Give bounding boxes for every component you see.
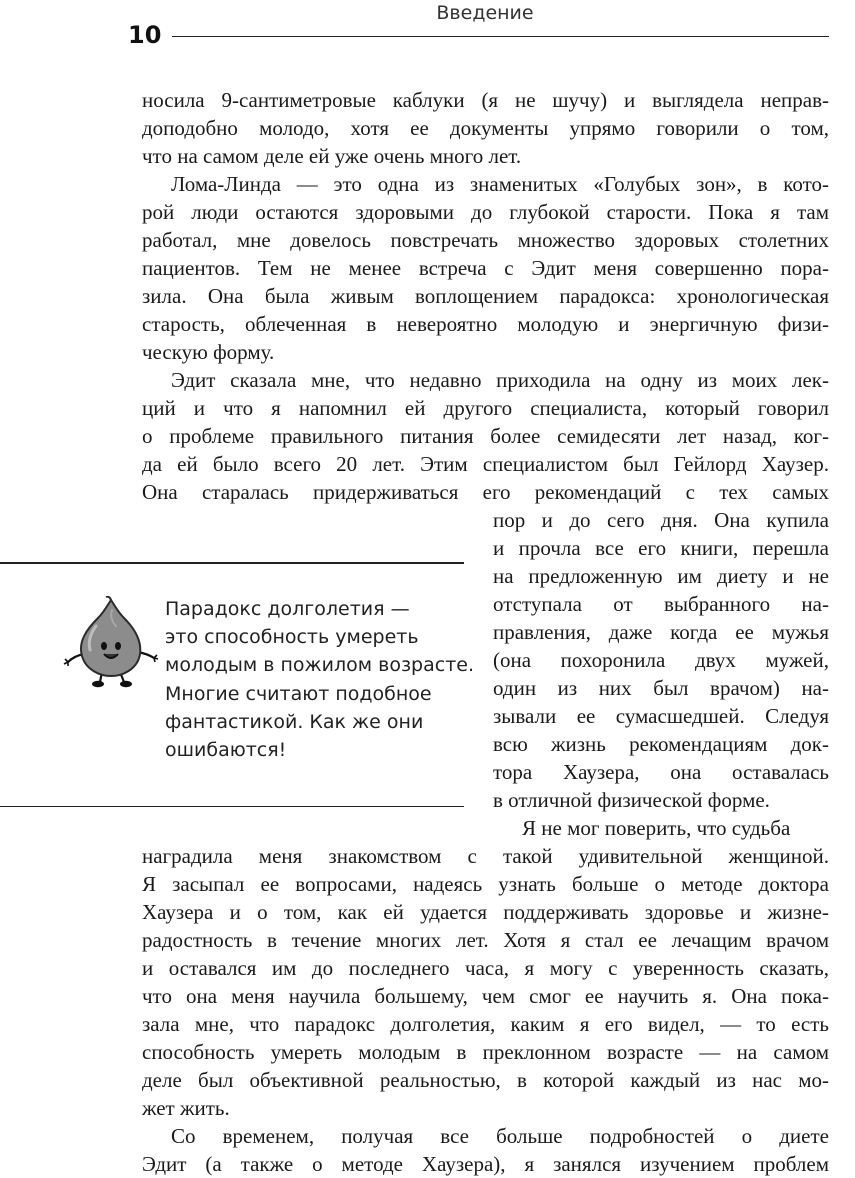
text-line: о проблеме правильного питания более семидесяти лет назад, ког- [142, 424, 829, 448]
text-line: доподобно молодо, хотя ее документы упрямо говорили о том, [142, 116, 829, 140]
text-line: на предложенную им диету и не [493, 564, 829, 588]
text-line: тора Хаузера, она оставалась [493, 760, 829, 784]
text-line: пор и до сего дня. Она купила [493, 508, 829, 532]
sidebar-bottom-rule [0, 806, 464, 807]
text-line: ческую форму. [142, 340, 275, 364]
text-line: всю жизнь рекомендациям док- [493, 732, 829, 756]
running-header-title: Введение [436, 2, 534, 24]
text-line: старость, облеченная в невероятно молодую и энергичную физи- [142, 312, 829, 336]
callout-line: молодым в пожилом возрасте. [165, 654, 475, 677]
text-line: зывали ее сумасшедшей. Следуя [493, 704, 829, 728]
text-line: пациентов. Тем не менее встреча с Эдит меня совершенно пора- [142, 256, 829, 280]
callout-line: фантастикой. Как же они [165, 710, 424, 733]
callout-line: это способность умереть [165, 626, 419, 649]
header-rule [172, 36, 829, 37]
text-line: отступала от выбранного на- [493, 592, 829, 616]
text-line: радостность в течение многих лет. Хотя я стал ее лечащим врачом [142, 928, 829, 952]
text-line: способность умереть молодым в преклонном возрасте — на самом [142, 1040, 829, 1064]
text-line: Лома-Линда — это одна из знаменитых «Голубых зон», в кото- [171, 172, 829, 196]
text-line: (она похоронила двух мужей, [493, 648, 829, 672]
text-line: Эдит сказала мне, что недавно приходила на одну из моих лек- [171, 368, 829, 392]
text-line: рой люди остаются здоровыми до глубокой старости. Пока я там [142, 200, 829, 224]
text-line: работал, мне довелось повстречать множество здоровых столетних [142, 228, 829, 252]
text-line: носила 9-сантиметровые каблуки (я не шучу) и выглядела неправ- [142, 88, 829, 112]
callout-line: ошибаются! [165, 739, 287, 762]
callout-line: Парадокс долголетия — [165, 598, 410, 620]
text-line: Я не мог поверить, что судьба [522, 816, 791, 840]
text-line: Я засыпал ее вопросами, надеясь узнать больше о методе доктора [142, 872, 829, 896]
sidebar-callout-text [165, 595, 475, 764]
text-line: да ей было всего 20 лет. Этим специалистом был Гейлорд Хаузер. [142, 452, 829, 476]
text-line: деле был объективной реальностью, в которой каждый из нас мо- [142, 1068, 829, 1092]
text-line: Хаузера и о том, как ей удается поддерживать здоровье и жизне- [142, 900, 829, 924]
text-line: правления, даже когда ее мужья [493, 620, 829, 644]
text-line: зала мне, что парадокс долголетия, каким я его видел, — то есть [142, 1012, 829, 1036]
text-line: жет жить. [142, 1096, 230, 1120]
text-line: Она старалась придерживаться его рекомендаций с тех самых [142, 480, 829, 504]
text-line: что она меня научила большему, чем смог ее научить я. Она пока- [142, 984, 829, 1008]
body-text-top [142, 86, 829, 506]
text-line: Со временем, получая все больше подробностей о диете [171, 1124, 829, 1148]
text-line: в отличной физической форме. [493, 788, 770, 812]
callout-line: Многие считают подобное [165, 682, 432, 705]
text-line: ций и что я напомнил ей другого специалиста, который говорил [142, 396, 829, 420]
body-text-right-column [493, 506, 829, 814]
text-line: что на самом деле ей уже очень много лет. [142, 144, 522, 168]
body-text-bottom [142, 814, 829, 1178]
text-line: и оставался им до последнего часа, я могу с уверенность сказать, [142, 956, 829, 980]
text-line: Эдит (а также о методе Хаузера), я занялся изучением проблем [142, 1152, 829, 1176]
fig-mascot-icon [60, 596, 162, 690]
text-line: наградила меня знакомством с такой удивительной женщиной. [142, 844, 829, 868]
page-number: 10 [128, 21, 162, 49]
text-line: зила. Она была живым воплощением парадокса: хронологическая [142, 284, 829, 308]
sidebar-top-rule [0, 562, 464, 564]
text-line: и прочла все его книги, перешла [493, 536, 829, 560]
text-line: один из них был врачом) на- [493, 676, 829, 700]
